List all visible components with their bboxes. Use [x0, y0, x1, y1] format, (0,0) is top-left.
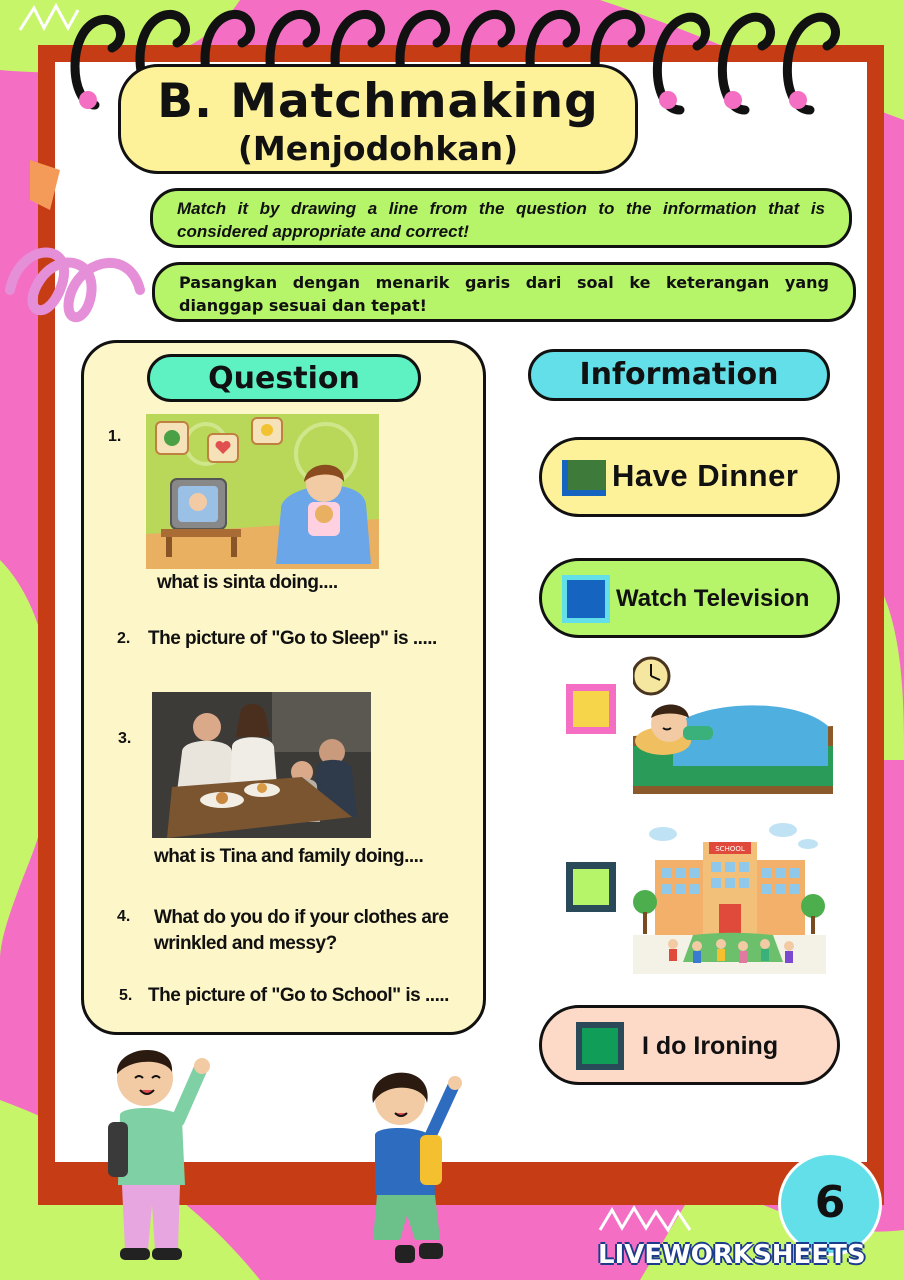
page-number-badge: 6	[778, 1152, 882, 1256]
have-dinner-box	[562, 460, 606, 496]
information-header: Information	[528, 349, 830, 401]
question-1-text: what is sinta doing....	[157, 572, 338, 593]
watch-television-label: Watch Television	[616, 585, 810, 612]
school-building-image	[633, 822, 826, 974]
info-have-dinner[interactable]	[539, 437, 840, 517]
question-3-text: what is Tina and family doing....	[154, 846, 424, 867]
orange-shape-decoration	[30, 160, 60, 210]
ironing-box	[576, 1022, 624, 1070]
sleeping-boy-image	[633, 656, 833, 796]
school-match-box[interactable]	[566, 862, 616, 912]
family-dinner-image	[152, 692, 371, 838]
question-5-number: 5.	[119, 987, 133, 1004]
title-box	[118, 64, 638, 174]
school-sign-text: SCHOOL	[715, 845, 745, 853]
question-header: Question	[147, 354, 421, 402]
page-title: B. Matchmaking	[157, 74, 599, 129]
girl-watching-tv-image	[146, 414, 379, 569]
swirl-decoration	[0, 230, 160, 340]
page-subtitle: (Menjodohkan)	[237, 129, 519, 168]
question-4-number: 4.	[117, 908, 131, 925]
ironing-label: I do Ironing	[642, 1032, 779, 1060]
question-1-number: 1.	[108, 428, 122, 445]
sleep-match-box[interactable]	[566, 684, 616, 734]
info-i-do-ironing[interactable]	[539, 1005, 840, 1085]
instruction-english: Match it by drawing a line from the question to the information that is considered appropriate and correct!	[150, 188, 852, 248]
question-3-number: 3.	[118, 730, 132, 747]
question-2-number: 2.	[117, 630, 131, 647]
question-4-text: What do you do if your clothes are wrinkled and messy?	[154, 907, 449, 954]
liveworksheets-logo: LIVEWORKSHEETS	[598, 1240, 866, 1270]
instruction-indonesian: Pasangkan dengan menarik garis dari soal ke keterangan yang dianggap sesuai dan tepat!	[152, 262, 856, 322]
question-2-text: The picture of "Go to Sleep" is .....	[148, 628, 437, 649]
info-watch-television[interactable]	[539, 558, 840, 638]
boy-waving-illustration	[100, 1040, 220, 1270]
girl-waving-illustration	[355, 1065, 475, 1270]
have-dinner-label: Have Dinner	[612, 458, 799, 493]
watch-television-box	[562, 575, 610, 623]
question-5-text: The picture of "Go to School" is .....	[148, 985, 449, 1006]
